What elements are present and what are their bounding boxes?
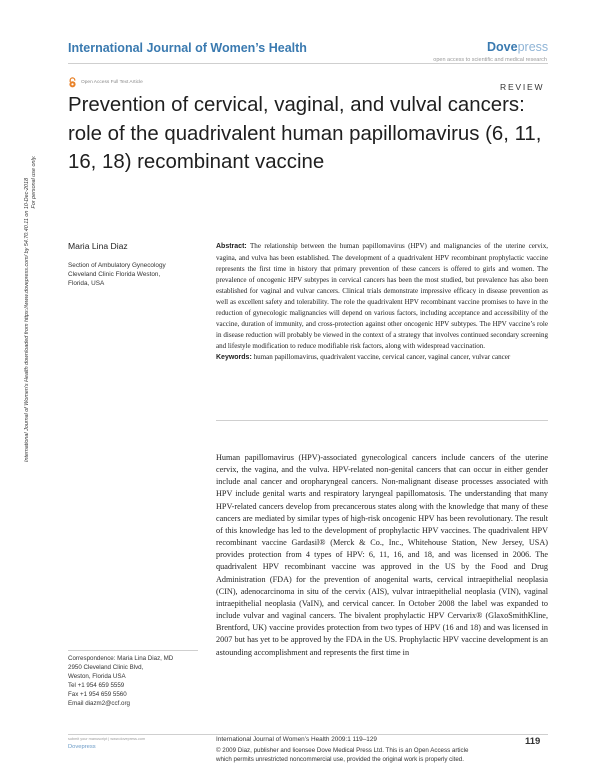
- correspondence-line: Correspondence: Maria Lina Diaz, MD: [68, 655, 174, 662]
- header-divider: [68, 63, 548, 64]
- abstract-label: Abstract:: [216, 243, 247, 250]
- publisher-logo[interactable]: [487, 40, 548, 54]
- journal-name: International Journal of Women’s Health: [68, 41, 307, 55]
- author-affiliation: [68, 262, 208, 289]
- correspondence-line: 2950 Cleveland Clinic Blvd,: [68, 663, 144, 671]
- footer-dovepress-logo[interactable]: Dovepress: [68, 744, 96, 750]
- article-title: Prevention of cervical, vaginal, and vulval cancers: role of the quadrivalent human papillomavirus (6, 11, 16, 18) recombinant vaccine: [68, 94, 542, 173]
- publisher-tagline: open access to scientific and medical research: [433, 57, 547, 63]
- affiliation-line: Cleveland Clinic Florida Weston,: [68, 270, 161, 278]
- journal-citation: International Journal of Women’s Health 2009:1 119–129: [216, 736, 377, 743]
- download-notice-line2: For personal use only.: [31, 155, 37, 209]
- download-notice-line1: International Journal of Women's Health downloaded from https://www.dovepress.com/ by 54.70.40.11 on 10-Dec-2018: [24, 177, 30, 463]
- keywords-text: human papillomavirus, quadrivalent vaccine, cervical cancer, vaginal cancer, vulvar cancer: [253, 352, 511, 361]
- correspondence-email[interactable]: Email diazm2@ccf.org: [68, 699, 130, 707]
- copyright-line: which permits unrestricted noncommercial use, provided the original work is properly cited.: [216, 756, 464, 763]
- page-number: 119: [525, 736, 541, 747]
- keywords-paragraph: [216, 352, 548, 364]
- affiliation-line: Section of Ambulatory Gynecology: [68, 262, 166, 269]
- copyright-line: © 2009 Diaz, publisher and licensee Dove Medical Press Ltd. This is an Open Access article: [216, 747, 469, 754]
- correspondence-line: Weston, Florida USA: [68, 672, 126, 680]
- abstract-divider: [216, 420, 548, 421]
- correspondence-divider: [68, 650, 198, 651]
- open-access-lock-icon: [68, 77, 77, 88]
- body-text: [216, 452, 548, 659]
- publisher-name-dove: Dove: [487, 40, 518, 54]
- abstract-section: [216, 241, 548, 363]
- article-type: REVIEW: [500, 82, 545, 92]
- correspondence-block: [68, 655, 208, 708]
- copyright-notice: [216, 746, 516, 764]
- keywords-label: Keywords:: [216, 353, 252, 361]
- correspondence-line: Fax +1 954 659 5560: [68, 690, 127, 698]
- abstract-text: The relationship between the human papillomavirus (HPV) and malignancies of the uterine cervix, vagina, and vulva has been established. The development of a quadrivalent HPV recombinant prophylactic vaccine represents the first time in history that primary prevention of these cancers is offered to girls and women. The prevalence of oncogenic HPV subtypes in cervical cancers has been the most studied, but prevalence has also been established for vaginal and vulvar cancers. Clinical trials demonstrate impressive efficacy in disease prevention as well as excellent safety and tolerability. The role the quadrivalent HPV recombinant vaccine promises to have in the reduction of gynecologic malignancies will depend on various factors, including acceptance and accessibility of the vaccine, duration of immunity, and cross-protection against other oncogenic HPV subtypes. The HPV vaccine’s role in disease reduction will probably be viewed in the context of a strategy that involves continued secondary screening and lifestyle modification to reduce modifiable risk factors, along with widespread vaccination.: [216, 242, 548, 350]
- abstract-paragraph: [216, 241, 548, 352]
- download-notice: [22, 120, 38, 520]
- open-access-label: Open Access Full Text Article: [81, 80, 143, 85]
- submit-manuscript-link[interactable]: submit your manuscript | www.dovepress.com: [68, 737, 146, 741]
- footer-divider: [68, 734, 548, 735]
- body-paragraph: Human papillomavirus (HPV)-associated gynecological cancers include cancers of the uterine cervix, the vagina, and the vulva. HPV-related non-genital cancers that can occur in either gender include anal cancer and oropharyngeal cancers. Non-malignant disease processes associated with HPV include genital warts and respiratory laryngeal papillomatosis. The understanding that many HPV-related cancers develop from precancerous states along with the knowledge that many of these cancers are mediated by similar types of high-risk oncogenic HPV has been revolutionary. The result of this knowledge has led to the development of prophylactic HPV vaccines. The quadrivalent HPV recombinant vaccine Gardasil® (Merck & Co., Inc., Whitehouse Station, New Jersey, USA) provides protection from 4 types of HPV: 6, 11, 16, and 18, and was licensed in 2006. The quadrivalent HPV recombinant vaccine was approved in the US by the Food and Drug Administration (FDA) for the prevention of anogenital warts, cervical intraepithelial neoplasia (CIN), adenocarcinoma in situ of the cervix (AIS), vulvar intraepithelial neoplasia (VIN), vaginal intraepithelial neoplasia (VaIN), and cervical cancer. In October 2008 the label was expanded to include vulvar and vaginal cancers. The bivalent prophylactic HPV Cervarix® (GlaxoSmithKline, Brentford, UK) vaccine provides protection from two types of HPV (16 and 18) and was licensed in 2007 but has yet to be approved by the FDA in the US. Prophylactic HPV vaccine development is an astounding accomplishment and represents the first time in: [216, 453, 548, 657]
- affiliation-line: Florida, USA: [68, 279, 105, 287]
- author-name: Maria Lina Diaz: [68, 241, 128, 251]
- publisher-name-press: press: [517, 40, 549, 54]
- correspondence-line: Tel +1 954 659 5559: [68, 681, 125, 689]
